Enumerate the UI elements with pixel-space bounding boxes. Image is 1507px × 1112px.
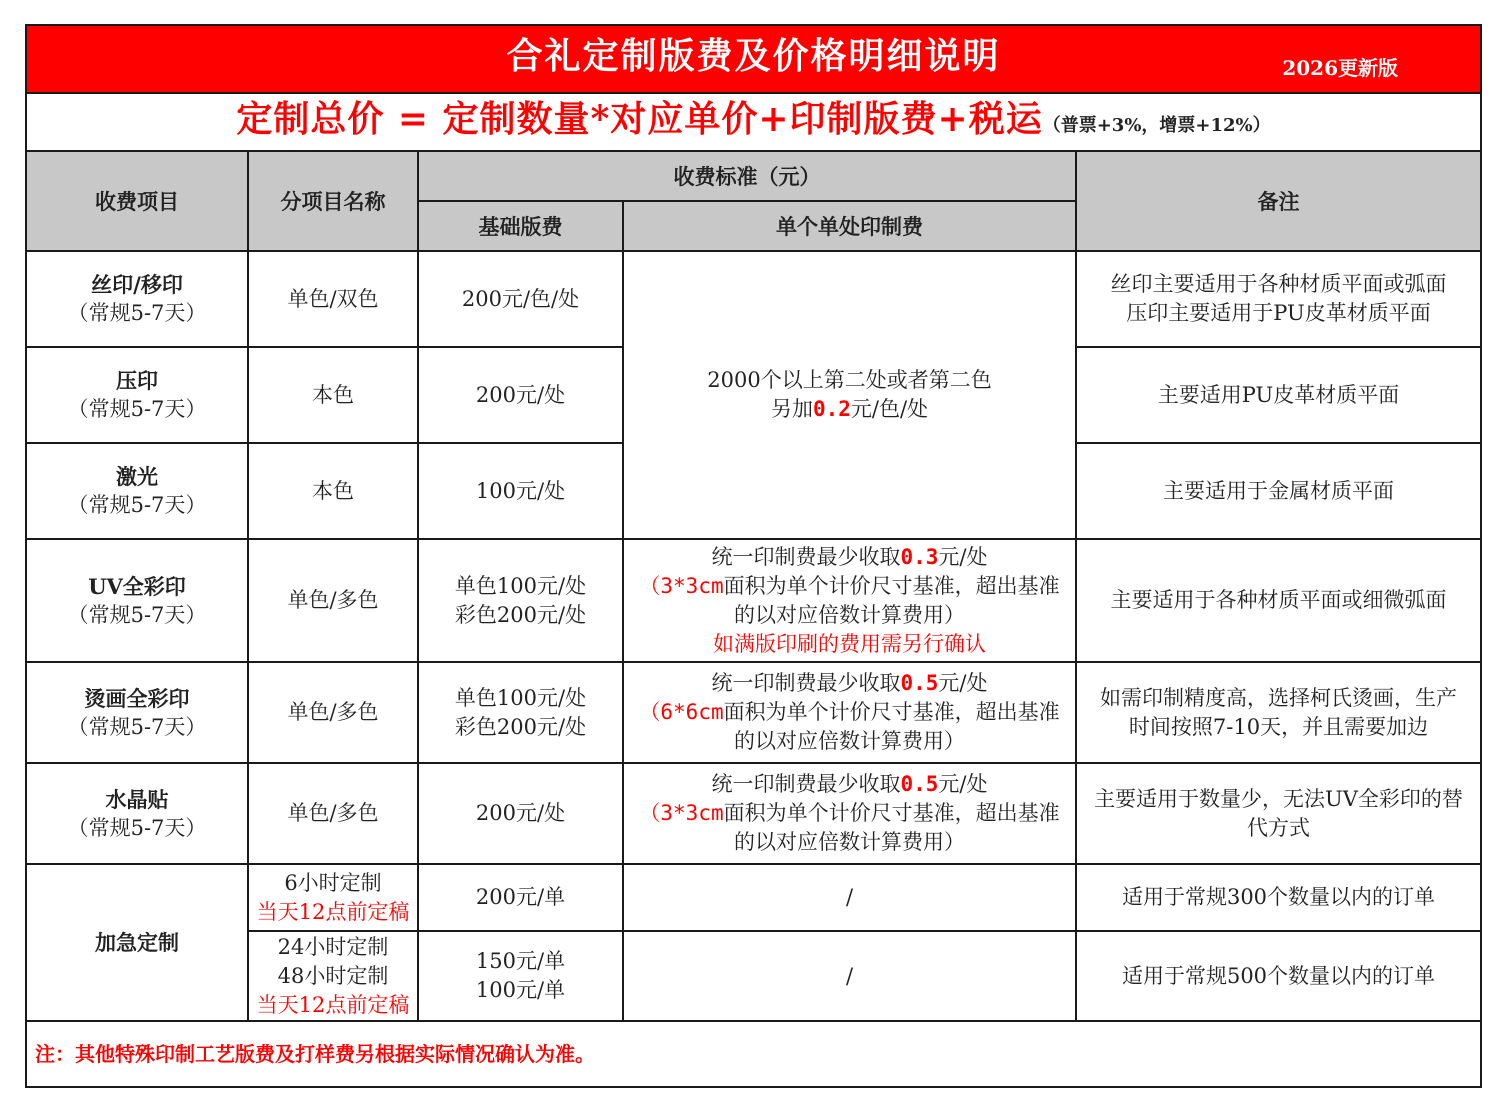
item-cell <box>26 347 248 443</box>
table-row <box>26 763 1481 864</box>
item-cell <box>26 662 248 763</box>
sub-item-cell: 本色 <box>248 347 418 443</box>
print-size: （6*6cm <box>639 700 724 724</box>
header-item: 收费项目 <box>26 151 248 251</box>
table-row <box>26 864 1481 931</box>
remark-line: 主要适用于数量少，无法UV全彩印的替 <box>1094 786 1463 811</box>
print-fee-cell: / <box>623 864 1076 931</box>
formula-note: （普票+3%，增票+12%） <box>1042 114 1271 136</box>
remark-cell: 主要适用于金属材质平面 <box>1076 443 1481 539</box>
print-fee-text: 另加 <box>770 397 813 421</box>
print-fee-text: 面积为单个计价尺寸基准，超出基准 <box>723 700 1060 724</box>
item-period: （常规5-7天） <box>67 815 207 840</box>
print-fee-cell <box>623 539 1076 662</box>
table-row <box>26 539 1481 662</box>
print-fee-value: 0.3 <box>900 544 939 569</box>
base-fee-cell <box>418 931 623 1021</box>
header-remark: 备注 <box>1076 151 1481 251</box>
print-fee-line <box>628 799 1071 828</box>
header-sub-item: 分项目名称 <box>248 151 418 251</box>
formula-row <box>26 93 1481 151</box>
page-title: 合礼定制版费及价格明细说明 <box>506 35 1001 77</box>
remark-cell <box>1076 763 1481 864</box>
base-fee-cell: 200元/处 <box>418 763 623 864</box>
base-fee-line: 单色100元/处 <box>454 573 587 598</box>
item-cell <box>26 443 248 539</box>
base-fee-line: 彩色200元/处 <box>454 714 587 739</box>
sub-item-cell: 单色/多色 <box>248 763 418 864</box>
header-base-fee: 基础版费 <box>418 201 623 251</box>
shared-print-fee-cell <box>623 251 1076 539</box>
item-cell <box>26 539 248 662</box>
item-period: （常规5-7天） <box>67 714 207 739</box>
base-fee-line: 单色100元/处 <box>454 685 587 710</box>
title-row <box>26 25 1481 93</box>
sub-item-note: 当天12点前定稿 <box>256 992 410 1017</box>
item-name: 激光 <box>116 464 158 489</box>
version-label: 2026更新版 <box>1282 56 1398 80</box>
sub-item-line: 48小时定制 <box>277 963 389 988</box>
item-cell <box>26 251 248 347</box>
print-size: （3*3cm <box>639 573 724 598</box>
item-name: 烫画全彩印 <box>84 685 190 711</box>
formula-main: 定制总价 = 定制数量*对应单价+印制版费+税运 <box>236 97 1043 140</box>
item-cell <box>26 763 248 864</box>
item-period: （常规5-7天） <box>67 602 207 627</box>
price-sheet <box>25 24 1480 1088</box>
item-period: （常规5-7天） <box>67 301 207 325</box>
print-fee-line <box>628 698 1071 727</box>
base-fee-cell: 200元/处 <box>418 347 623 443</box>
print-fee-value: 0.2 <box>812 397 851 421</box>
sub-item-cell: 单色/双色 <box>248 251 418 347</box>
print-fee-text: 统一印制费最少收取 <box>711 544 901 569</box>
print-fee-value: 0.5 <box>900 772 939 796</box>
print-fee-cell <box>623 763 1076 864</box>
print-fee-line: 的以对应倍数计算费用） <box>734 830 965 854</box>
sub-item-cell: 单色/多色 <box>248 539 418 662</box>
sub-item-line: 24小时定制 <box>277 934 389 959</box>
print-fee-line <box>628 770 1071 799</box>
print-fee-text: 元/色/处 <box>850 397 929 421</box>
print-fee-text: 统一印制费最少收取 <box>711 671 901 695</box>
remark-cell: 主要适用于各种材质平面或细微弧面 <box>1076 539 1481 662</box>
formula-cell <box>26 93 1481 151</box>
sub-item-line: 6小时定制 <box>284 870 382 895</box>
remark-line: 代方式 <box>1247 815 1310 840</box>
remark-line: 如需印制精度高，选择柯氏烫画，生产 <box>1100 685 1457 710</box>
base-fee-cell <box>418 662 623 763</box>
print-size: （3*3cm <box>639 801 724 825</box>
footnote-row <box>26 1021 1481 1087</box>
print-fee-cell <box>623 662 1076 763</box>
print-fee-text: 统一印制费最少收取 <box>711 772 901 796</box>
table-row <box>26 662 1481 763</box>
remark-line: 丝印主要适用于各种材质平面或弧面 <box>1110 272 1447 296</box>
base-fee-cell: 100元/处 <box>418 443 623 539</box>
item-period: （常规5-7天） <box>67 493 207 517</box>
base-fee-line: 彩色200元/处 <box>454 602 587 627</box>
print-fee-line <box>628 669 1071 698</box>
print-fee-value: 0.5 <box>900 671 939 695</box>
base-fee-line: 100元/单 <box>475 978 566 1002</box>
sub-item-cell: 本色 <box>248 443 418 539</box>
base-fee-cell <box>418 539 623 662</box>
header-standard: 收费标准（元） <box>418 151 1076 201</box>
sub-item-cell <box>248 931 418 1021</box>
print-fee-text: 元/处 <box>938 772 988 796</box>
base-fee-cell: 200元/色/处 <box>418 251 623 347</box>
title-cell <box>26 25 1481 93</box>
base-fee-line: 150元/单 <box>475 949 566 973</box>
print-fee-text: 面积为单个计价尺寸基准，超出基准 <box>723 573 1060 598</box>
print-fee-line <box>628 395 1071 424</box>
footnote: 注：其他特殊印制工艺版费及打样费另根据实际情况确认为准。 <box>26 1021 1481 1087</box>
base-fee-cell: 200元/单 <box>418 864 623 931</box>
print-fee-text: 面积为单个计价尺寸基准，超出基准 <box>723 801 1060 825</box>
remark-cell <box>1076 662 1481 763</box>
remark-cell: 主要适用PU皮革材质平面 <box>1076 347 1481 443</box>
item-name: 丝印/移印 <box>91 272 183 297</box>
item-name: 水晶贴 <box>105 786 169 812</box>
print-fee-line: 的以对应倍数计算费用） <box>734 602 965 627</box>
remark-cell: 适用于常规500个数量以内的订单 <box>1076 931 1481 1021</box>
print-fee-cell: / <box>623 931 1076 1021</box>
print-fee-line <box>628 543 1071 572</box>
remark-cell: 适用于常规300个数量以内的订单 <box>1076 864 1481 931</box>
print-fee-line <box>628 572 1071 601</box>
table-row <box>26 251 1481 347</box>
print-fee-line: 2000个以上第二处或者第二色 <box>707 368 992 392</box>
remark-line: 时间按照7-10天，并且需要加边 <box>1128 714 1429 739</box>
item-name: UV全彩印 <box>88 573 186 599</box>
item-name: 加急定制 <box>26 864 248 1021</box>
remark-line: 压印主要适用于PU皮革材质平面 <box>1126 301 1431 325</box>
sub-item-note: 当天12点前定稿 <box>256 899 410 924</box>
sub-item-cell <box>248 864 418 931</box>
item-name: 压印 <box>116 368 158 393</box>
price-table <box>25 24 1482 1088</box>
remark-cell <box>1076 251 1481 347</box>
print-fee-text: 元/处 <box>938 544 988 569</box>
sub-item-cell: 单色/多色 <box>248 662 418 763</box>
print-fee-line: 的以对应倍数计算费用） <box>734 729 965 753</box>
header-row-1 <box>26 151 1481 201</box>
item-period: （常规5-7天） <box>67 397 207 421</box>
print-fee-text: 元/处 <box>938 671 988 695</box>
print-fee-note: 如满版印刷的费用需另行确认 <box>713 631 986 656</box>
header-print-fee: 单个单处印制费 <box>623 201 1076 251</box>
